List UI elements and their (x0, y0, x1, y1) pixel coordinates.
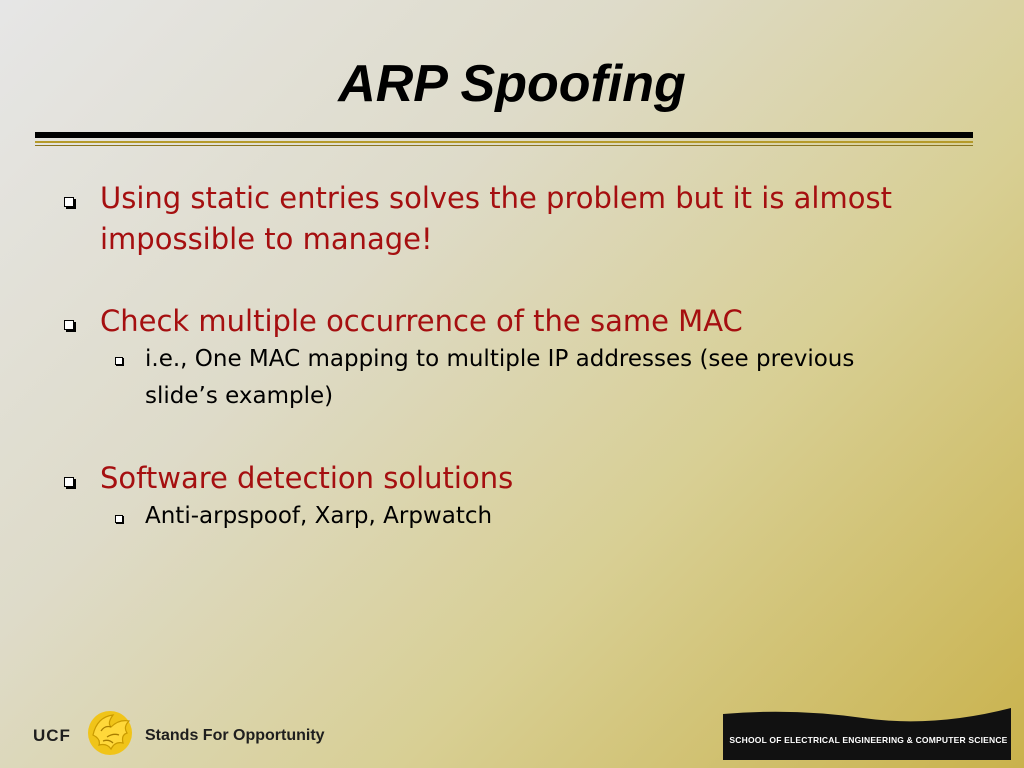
title-divider-gold-thin (35, 145, 973, 146)
bullet-text: Using static entries solves the problem but it is almost (100, 181, 892, 215)
school-banner-logo (723, 706, 1011, 760)
bullet-square-icon (64, 320, 74, 330)
slide-title: ARP Spoofing (338, 55, 686, 113)
bullet-text: impossible to manage! (100, 222, 433, 256)
school-name: SCHOOL OF ELECTRICAL ENGINEERING & COMPUTER SCIENCE (729, 735, 1008, 745)
sub-bullet-square-icon (115, 357, 123, 365)
pegasus-logo-icon (83, 705, 137, 759)
bullet-text: Software detection solutions (100, 461, 514, 495)
sub-bullet-square-icon (115, 515, 123, 523)
title-divider-black (35, 132, 973, 138)
bullet-text: Check multiple occurrence of the same MAC (100, 304, 743, 338)
bullet-square-icon (64, 197, 74, 207)
sub-bullet-text: i.e., One MAC mapping to multiple IP addresses (see previous (145, 346, 855, 372)
sub-bullet-text: Anti-arpspoof, Xarp, Arpwatch (145, 503, 493, 529)
bullet-square-icon (64, 477, 74, 487)
tagline: Stands For Opportunity (145, 727, 325, 744)
ucf-logo-text: UCF (33, 726, 71, 745)
title-divider-gold (35, 141, 973, 143)
sub-bullet-text: slide’s example) (145, 383, 334, 409)
